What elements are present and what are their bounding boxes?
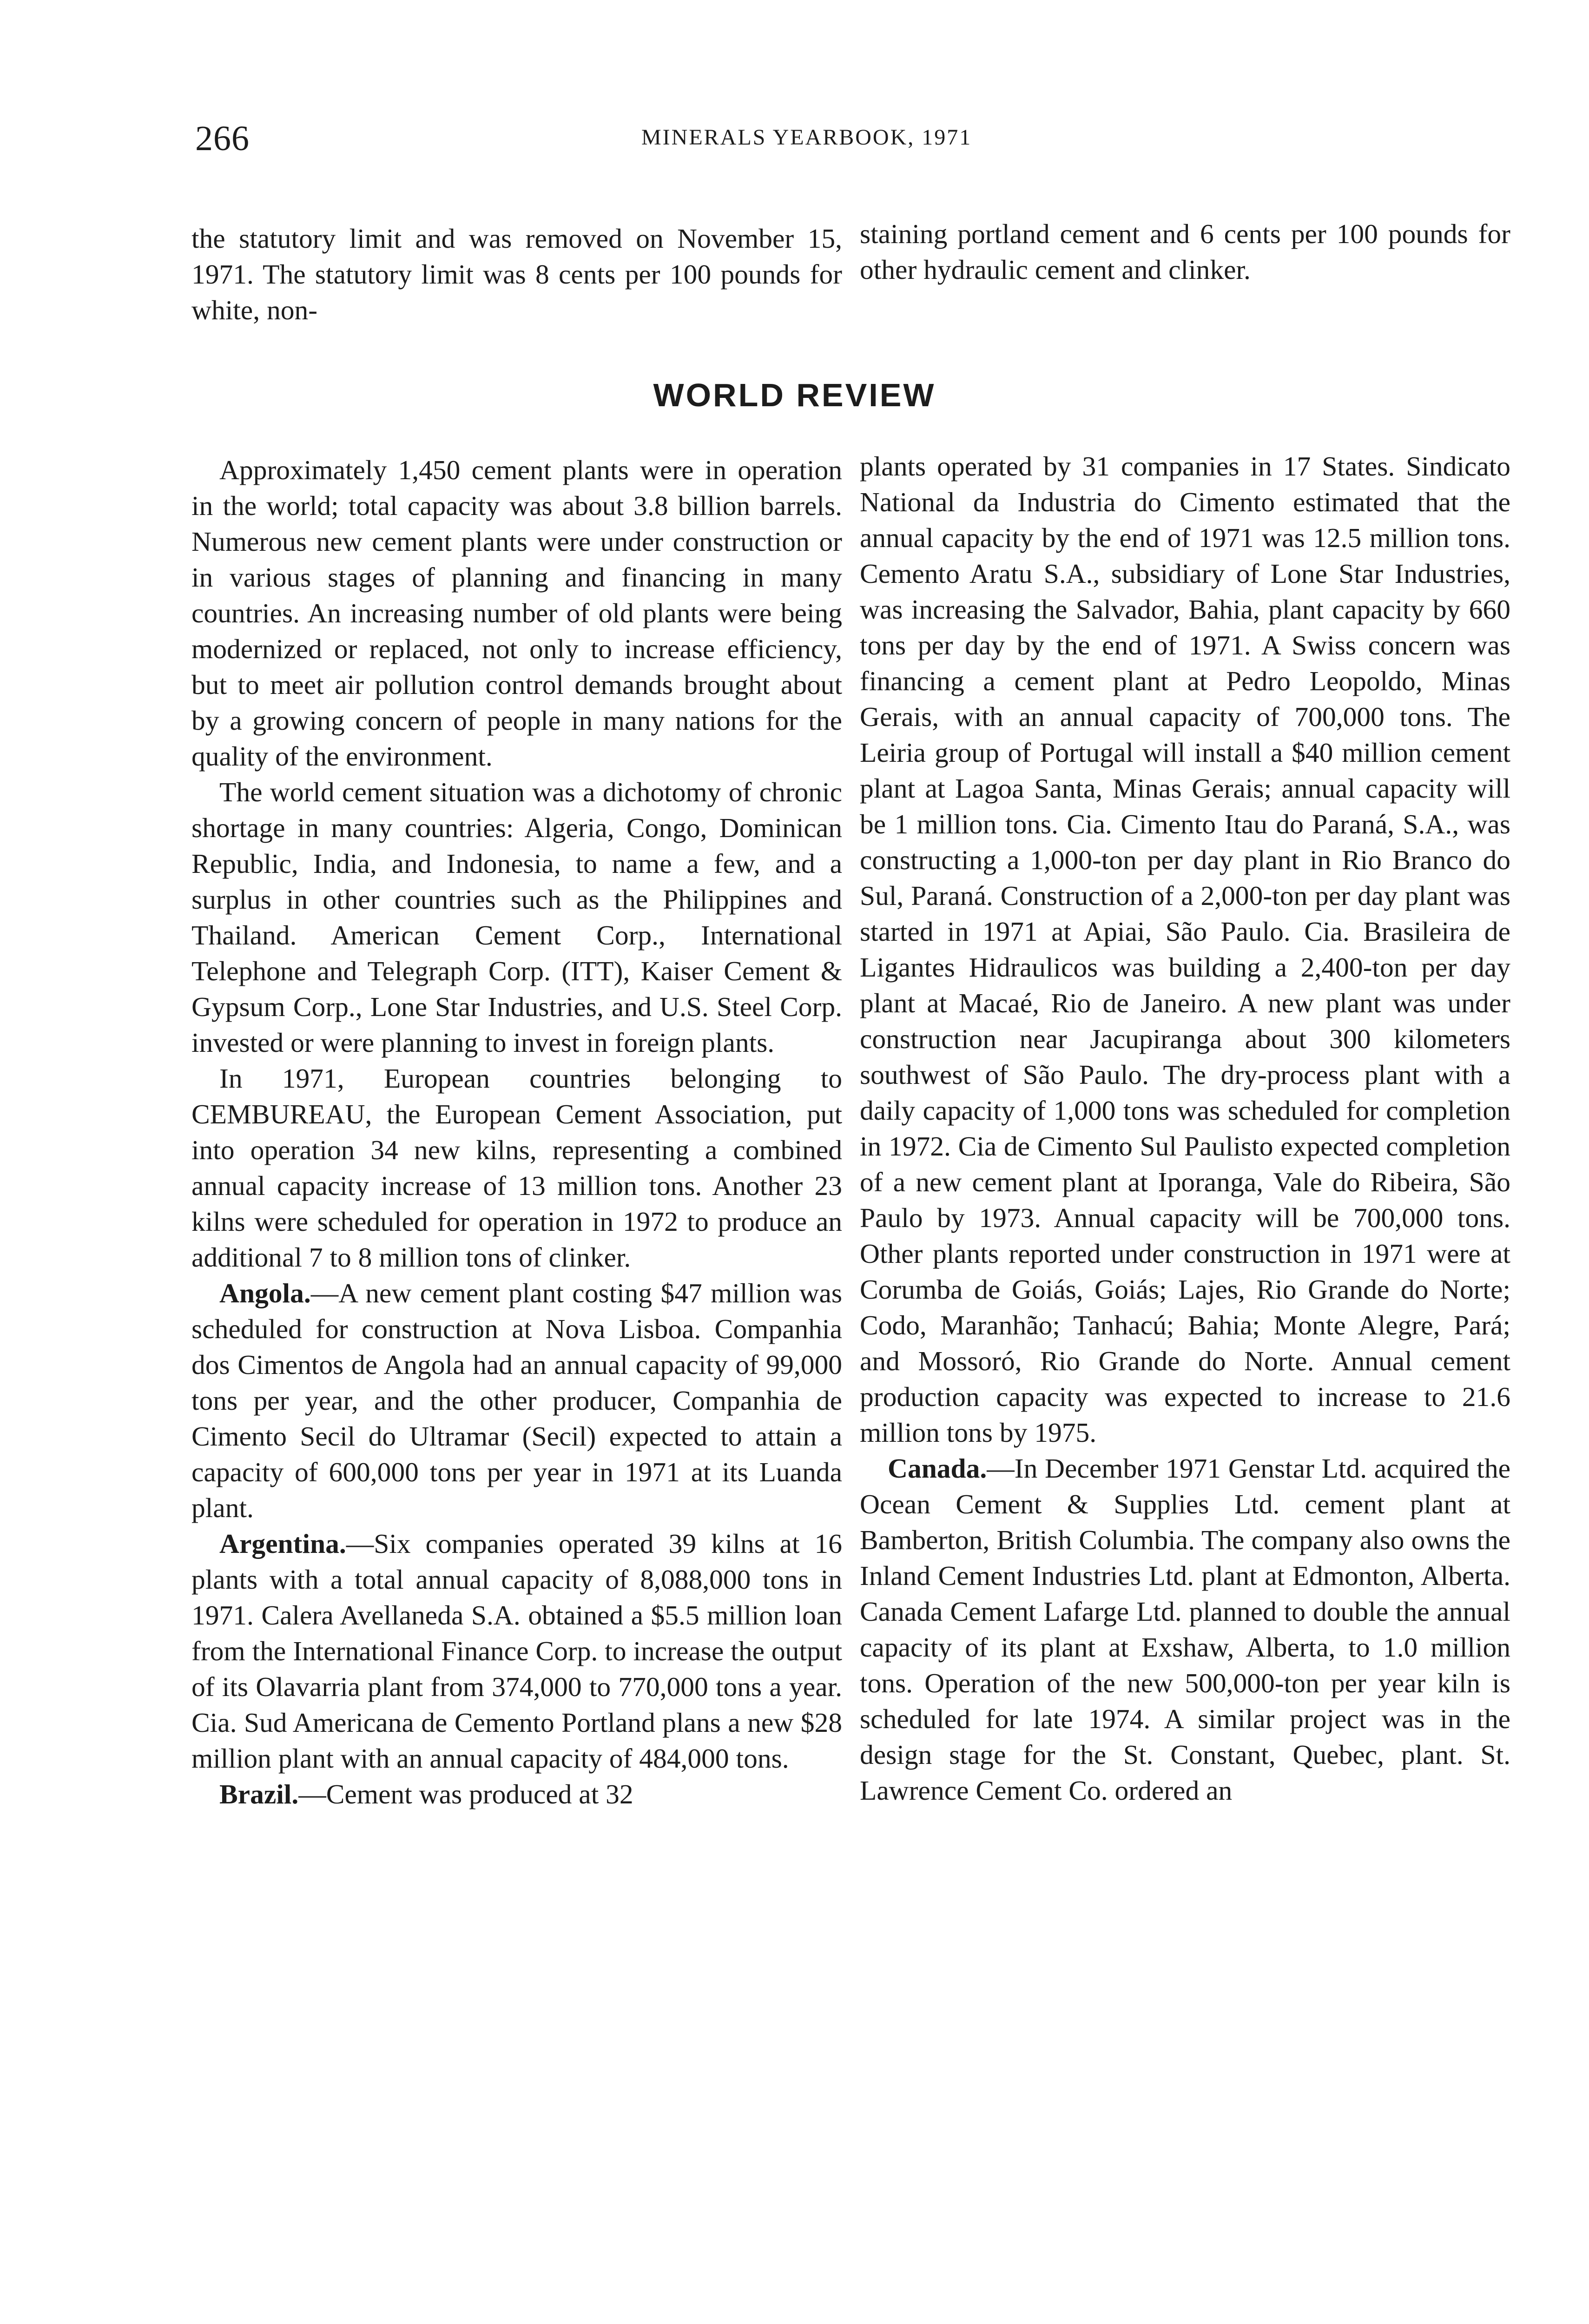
continuation-right: [860, 216, 1510, 288]
continuation-right-paragraph: staining portland cement and 6 cents per 100 pounds for other hydraulic cement and clinker.: [860, 218, 1510, 285]
paragraph-canada: [860, 1451, 1510, 1809]
running-title: MINERALS YEARBOOK, 1971: [641, 125, 972, 150]
country-label-brazil: Brazil.: [219, 1779, 299, 1809]
paragraph-brazil: [191, 1776, 842, 1812]
page-number: 266: [195, 119, 250, 158]
continuation-left-paragraph: the statutory limit and was removed on November 15, 1971. The statutory limit was 8 cents per 100 pounds for white, non-: [191, 223, 842, 325]
paragraph-angola: [191, 1275, 842, 1526]
paragraph-cembureau: In 1971, European countries belonging to CEMBUREAU, the European Cement Association, put into operation 34 new kilns, representing a combined annual capacity increase of 13 million tons. Another 23 kilns were scheduled for operation in 1972 to produce an additional 7 to 8 million tons of clinker.: [191, 1063, 842, 1273]
angola-text: —A new cement plant costing $47 million was scheduled for construction at Nova Lisboa. Companhia dos Cimentos de Angola had an annual capacity of 99,000 tons per year, and the other producer, Companhia de Cimento Secil do Ultramar (Secil) expected to attain a capacity of 600,000 tons per year in 1971 at its Luanda plant.: [191, 1278, 842, 1523]
country-label-angola: Angola.: [219, 1278, 311, 1308]
continuation-left: [191, 221, 842, 328]
country-label-canada: Canada.: [888, 1453, 987, 1484]
paragraph-overview: Approximately 1,450 cement plants were in operation in the world; total capacity was about 3.8 billion barrels. Numerous new cement plants were under construction or in various stages of planning and financing in many countries. An increasing number of old plants were being modernized or replaced, not only to increase efficiency, but to meet air pollution control demands brought about by a growing concern of people in many nations for the quality of the environment.: [191, 455, 842, 772]
brazil-text: —Cement was produced at 32: [298, 1779, 633, 1809]
section-heading: WORLD REVIEW: [653, 377, 936, 413]
right-column: [860, 449, 1510, 1809]
paragraph-world-situation: The world cement situation was a dichotomy of chronic shortage in many countries: Algeria, Congo, Dominican Republic, India, and Indonesia, to name a few, and a surplus in other countries such as the Philippines and Thailand. American Cement Corp., International Telephone and Telegraph Corp. (ITT), Kaiser Cement & Gypsum Corp., Lone Star Industries, and U.S. Steel Corp. invested or were planning to invest in foreign plants.: [191, 777, 842, 1058]
left-column: [191, 452, 842, 1812]
paragraph-brazil-continued: plants operated by 31 companies in 17 States. Sindicato National da Industria do Cimento estimated that the annual capacity by the end of 1971 was 12.5 million tons. Cemento Aratu S.A., subsidiary of Lone Star Industries, was increasing the Salvador, Bahia, plant capacity by 660 tons per day by the end of 1971. A Swiss concern was financing a cement plant at Pedro Leopoldo, Minas Gerais, with an annual capacity of 700,000 tons. The Leiria group of Portugal will install a $40 million cement plant at Lagoa Santa, Minas Gerais; annual capacity will be 1 million tons. Cia. Cimento Itau do Paraná, S.A., was constructing a 1,000-ton per day plant in Rio Branco do Sul, Paraná. Construction of a 2,000-ton per day plant was started in 1971 at Apiai, São Paulo. Cia. Brasileira de Ligantes Hidraulicos was building a 2,400-ton per day plant at Macaé, Rio de Janeiro. A new plant was under construction near Jacupiranga about 300 kilometers southwest of São Paulo. The dry-process plant with a daily capacity of 1,000 tons was scheduled for completion in 1972. Cia de Cimento Sul Paulisto expected completion of a new cement plant at Iporanga, Vale do Ribeira, São Paulo by 1973. Annual capacity will be 700,000 tons. Other plants reported under construction in 1971 were at Corumba de Goiás, Goiás; Lajes, Rio Grande do Norte; Codo, Maranhão; Tanhacú; Bahia; Monte Alegre, Pará; and Mossoró, Rio Grande do Norte. Annual cement production capacity was expected to increase to 21.6 million tons by 1975.: [860, 451, 1510, 1448]
canada-text: —In December 1971 Genstar Ltd. acquired the Ocean Cement & Supplies Ltd. cement plant at Bamberton, British Columbia. The company also owns the Inland Cement Industries Ltd. plant at Edmonton, Alberta. Canada Cement Lafarge Ltd. planned to double the annual capacity of its plant at Exshaw, Alberta, to 1.0 million tons. Operation of the new 500,000-ton per year kiln is scheduled for late 1974. A similar project was in the design stage for the St. Constant, Quebec, plant. St. Lawrence Cement Co. ordered an: [860, 1453, 1510, 1806]
argentina-text: —Six companies operated 39 kilns at 16 plants with a total annual capacity of 8,088,000 tons in 1971. Calera Avellaneda S.A. obtained a $5.5 million loan from the International Finance Corp. to increase the output of its Olavarria plant from 374,000 to 770,000 tons a year. Cia. Sud Americana de Cemento Portland plans a new $28 million plant with an annual capacity of 484,000 tons.: [191, 1528, 842, 1774]
paragraph-argentina: [191, 1526, 842, 1776]
country-label-argentina: Argentina.: [219, 1528, 346, 1559]
